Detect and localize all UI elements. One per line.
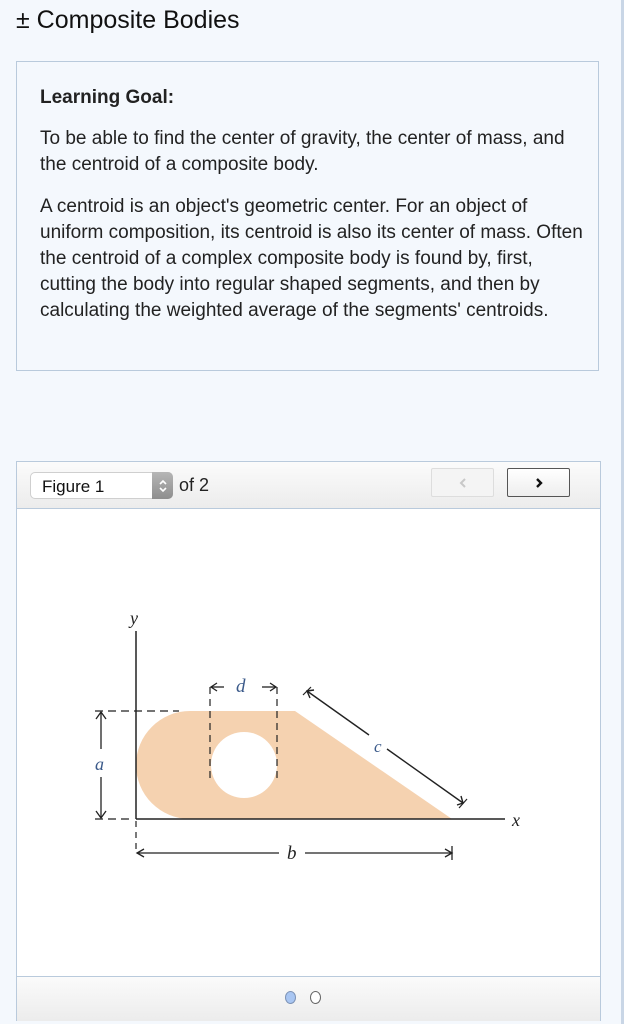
figure-count: of 2 bbox=[179, 475, 210, 495]
learning-goal-heading: Learning Goal: bbox=[40, 87, 175, 108]
previous-figure-button[interactable] bbox=[431, 468, 494, 497]
dimension-a-label: a bbox=[95, 754, 104, 774]
dimension-d-label: d bbox=[236, 676, 246, 697]
next-figure-button[interactable] bbox=[507, 468, 570, 497]
chevron-left-icon bbox=[458, 477, 468, 489]
select-updown-icon[interactable] bbox=[152, 472, 173, 499]
page-dot-1-active[interactable] bbox=[285, 991, 296, 1004]
figure-toolbar bbox=[17, 462, 600, 509]
composite-shape bbox=[136, 711, 452, 819]
dimension-c-label: c bbox=[374, 737, 382, 756]
x-axis-label: x bbox=[512, 810, 520, 830]
y-axis-label: y bbox=[130, 608, 138, 628]
page-dot-2[interactable] bbox=[310, 991, 321, 1004]
figure-select[interactable] bbox=[30, 472, 173, 499]
chevron-right-icon bbox=[534, 477, 544, 489]
centroid-description: A centroid is an object's geometric center. For an object of uniform composition, its centroid is also its center of mass. Often the centroid of a complex composite body is found by, first, cutting the body into regular shaped segments, and then by calculating the weighted average of the segments' centroids. bbox=[40, 196, 583, 321]
composite-body-diagram bbox=[17, 509, 600, 976]
figure-pagination bbox=[17, 976, 600, 1021]
figure-select-value: Figure 1 bbox=[42, 477, 105, 496]
learning-goal-box bbox=[16, 61, 599, 371]
dimension-b-label: b bbox=[287, 843, 297, 864]
learning-goal-text: To be able to find the center of gravity, the center of mass, and the centroid of a composite body. bbox=[40, 128, 565, 175]
page-title: ± Composite Bodies bbox=[16, 6, 240, 34]
figure-canvas bbox=[17, 509, 600, 976]
figure-viewer bbox=[16, 461, 601, 1021]
